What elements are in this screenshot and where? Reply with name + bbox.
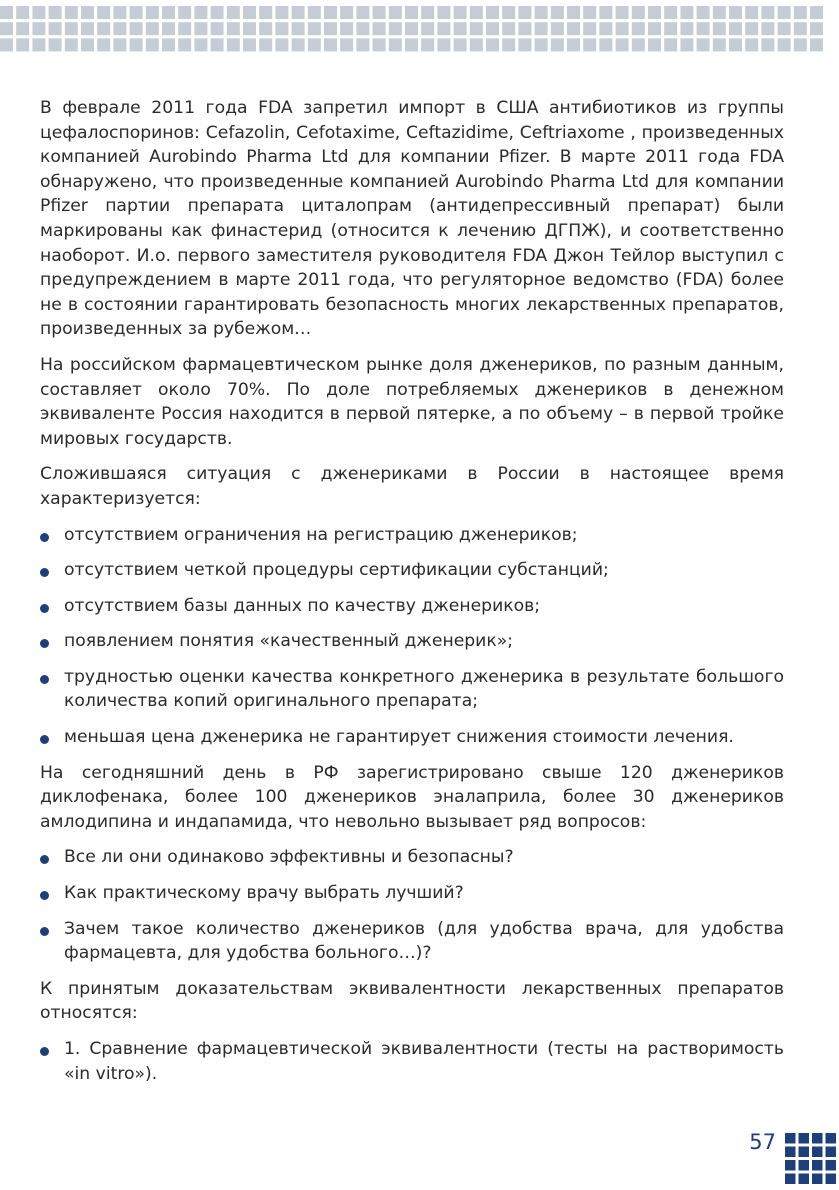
- header-grid-square: [616, 38, 629, 51]
- header-grid-square: [49, 22, 62, 35]
- header-grid-square: [389, 22, 402, 35]
- header-grid-square: [794, 6, 807, 19]
- header-grid-square: [486, 38, 499, 51]
- header-grid-square: [518, 38, 531, 51]
- situation-list: [40, 523, 784, 750]
- header-grid-square: [616, 22, 629, 35]
- header-grid-square: [567, 22, 580, 35]
- header-grid-square: [680, 22, 693, 35]
- header-grid-square: [32, 38, 45, 51]
- equivalence-list: [40, 1037, 784, 1086]
- header-grid-square: [32, 22, 45, 35]
- header-grid-square: [583, 6, 596, 19]
- header-grid-square: [664, 38, 677, 51]
- header-grid-square: [356, 6, 369, 19]
- list-item: Как практическому врачу выбрать лучший?: [40, 881, 784, 906]
- header-grid-square: [486, 22, 499, 35]
- header-grid-square: [454, 6, 467, 19]
- header-grid-square: [16, 6, 29, 19]
- header-grid-square: [32, 6, 45, 19]
- list-item: 1. Сравнение фармацевтической эквивалентности (тесты на растворимость «in vitro»).: [40, 1037, 784, 1086]
- header-grid-square: [745, 6, 758, 19]
- list-item: трудностью оценки качества конкретного дженерика в результате большого количества копий оригинального препарата;: [40, 665, 784, 714]
- paragraph-generics-share: На российском фармацевтическом рынке доля дженериков, по разным данным, составляет около 70%. По доле потребляемых дженериков в денежном эквиваленте Россия находится в первой пятерке, а по объему – в первой тройке мировых государств.: [40, 354, 784, 449]
- corner-grid-square: [812, 1133, 823, 1144]
- header-grid-square: [308, 38, 321, 51]
- header-grid-square: [65, 6, 78, 19]
- header-grid-square: [243, 6, 256, 19]
- header-grid-square: [535, 38, 548, 51]
- header-grid-square: [697, 6, 710, 19]
- list-item: отсутствием базы данных по качеству дженериков;: [40, 594, 784, 619]
- header-grid-square: [648, 6, 661, 19]
- header-grid-square: [130, 38, 143, 51]
- header-grid-square: [16, 22, 29, 35]
- header-grid-square: [0, 6, 13, 19]
- header-grid-square: [373, 22, 386, 35]
- header-grid-square: [470, 38, 483, 51]
- corner-grid-square: [812, 1160, 823, 1171]
- header-grid-square: [81, 6, 94, 19]
- list-item: отсутствием четкой процедуры сертификации субстанций;: [40, 558, 784, 583]
- header-grid-square: [162, 6, 175, 19]
- header-grid-square: [146, 22, 159, 35]
- header-grid-square: [113, 6, 126, 19]
- corner-grid-square: [826, 1133, 837, 1144]
- header-grid-square: [227, 38, 240, 51]
- header-grid-square: [340, 22, 353, 35]
- header-grid-square: [211, 6, 224, 19]
- header-grid-square: [502, 22, 515, 35]
- list-item: отсутствием ограничения на регистрацию дженериков;: [40, 523, 784, 548]
- header-grid-square: [356, 38, 369, 51]
- header-grid-square: [259, 22, 272, 35]
- header-grid-square: [810, 38, 823, 51]
- bullet-icon: [40, 927, 49, 936]
- header-grid-square: [713, 6, 726, 19]
- list-item: Зачем такое количество дженериков (для удобства врача, для удобства фармацевта, для удобства больного…)?: [40, 917, 784, 966]
- header-grid-square: [81, 38, 94, 51]
- header-grid-square: [130, 6, 143, 19]
- header-grid-square: [778, 6, 791, 19]
- header-grid-square: [81, 22, 94, 35]
- header-grid-square: [243, 22, 256, 35]
- header-decoration: [0, 0, 839, 60]
- header-grid-square: [275, 6, 288, 19]
- header-grid-square: [551, 38, 564, 51]
- corner-grid-square: [785, 1133, 796, 1144]
- bullet-icon: [40, 735, 49, 744]
- list-item: появлением понятия «качественный дженерик»;: [40, 629, 784, 654]
- header-grid-square: [16, 38, 29, 51]
- header-grid-square: [632, 6, 645, 19]
- header-grid-square: [535, 22, 548, 35]
- bullet-icon: [40, 604, 49, 613]
- header-grid-square: [470, 6, 483, 19]
- header-grid-square: [551, 22, 564, 35]
- header-grid-square: [194, 22, 207, 35]
- header-grid-square: [146, 38, 159, 51]
- header-grid-square: [745, 22, 758, 35]
- header-grid-square: [502, 6, 515, 19]
- header-grid-square: [454, 22, 467, 35]
- header-grid-square: [227, 6, 240, 19]
- header-grid-square: [227, 22, 240, 35]
- header-grid-square: [729, 6, 742, 19]
- header-grid-square: [97, 38, 110, 51]
- header-grid-square: [178, 38, 191, 51]
- header-grid-pattern: [0, 0, 839, 60]
- header-grid-square: [778, 38, 791, 51]
- header-grid-square: [308, 22, 321, 35]
- header-grid-square: [162, 38, 175, 51]
- bullet-icon: [40, 855, 49, 864]
- header-grid-square: [211, 22, 224, 35]
- header-grid-square: [810, 22, 823, 35]
- header-grid-square: [259, 6, 272, 19]
- header-grid-square: [470, 22, 483, 35]
- corner-grid-square: [826, 1147, 837, 1158]
- header-grid-square: [745, 38, 758, 51]
- header-grid-square: [729, 22, 742, 35]
- header-grid-square: [0, 38, 13, 51]
- corner-grid-square: [799, 1160, 810, 1171]
- bullet-icon: [40, 568, 49, 577]
- corner-grid-square: [785, 1174, 796, 1185]
- header-grid-square: [146, 6, 159, 19]
- header-grid-square: [389, 38, 402, 51]
- header-grid-square: [664, 6, 677, 19]
- header-grid-square: [518, 22, 531, 35]
- header-grid-square: [583, 22, 596, 35]
- paragraph-fda-ban: В феврале 2011 года FDA запретил импорт в США антибиотиков из группы цефалоспоринов: Cefazolin, Cefotaxime, Ceftazidime, Ceftriaxome , произведенных компанией Aurobindo Pharma Ltd для компании Pfizer. В марте 2011 года FDA обнаружено, что произведенные компанией Aurobindo Pharma Ltd для компании Pfizer партии препарата циталопрам (антидепрессивный препарат) были маркированы как финастерид (относится к лечению ДГПЖ), и соответственно наоборот. И.о. первого заместителя руководителя FDA Джон Тейлор выступил с предупреждением в марте 2011 года, что регуляторное ведомство (FDA) более не в состоянии гарантировать безопасность многих лекарственных препаратов, произведенных за рубежом…: [40, 98, 784, 340]
- header-grid-square: [405, 6, 418, 19]
- header-grid-square: [292, 6, 305, 19]
- header-grid-square: [486, 6, 499, 19]
- header-grid-square: [664, 22, 677, 35]
- header-grid-square: [567, 38, 580, 51]
- header-grid-square: [680, 38, 693, 51]
- header-grid-square: [324, 6, 337, 19]
- header-grid-square: [292, 38, 305, 51]
- bullet-icon: [40, 639, 49, 648]
- header-grid-square: [567, 6, 580, 19]
- header-grid-square: [194, 6, 207, 19]
- header-grid-square: [599, 22, 612, 35]
- header-grid-square: [518, 6, 531, 19]
- header-grid-square: [373, 6, 386, 19]
- paragraph-equivalence: К принятым доказательствам эквивалентности лекарственных препаратов относятся:: [40, 978, 784, 1024]
- header-grid-square: [97, 6, 110, 19]
- questions-list: [40, 845, 784, 965]
- corner-grid-square: [799, 1147, 810, 1158]
- header-grid-square: [437, 38, 450, 51]
- header-grid-square: [616, 6, 629, 19]
- header-grid-square: [308, 6, 321, 19]
- header-grid-square: [599, 6, 612, 19]
- header-grid-square: [697, 22, 710, 35]
- header-grid-square: [632, 22, 645, 35]
- header-grid-square: [778, 22, 791, 35]
- header-grid-square: [113, 38, 126, 51]
- header-grid-square: [275, 22, 288, 35]
- bullet-icon: [40, 1047, 49, 1056]
- corner-grid-square: [826, 1174, 837, 1185]
- corner-grid-square: [826, 1160, 837, 1171]
- corner-grid-square: [785, 1160, 796, 1171]
- list-item: меньшая цена дженерика не гарантирует снижения стоимости лечения.: [40, 725, 784, 750]
- header-grid-square: [194, 38, 207, 51]
- header-grid-square: [761, 38, 774, 51]
- header-grid-square: [65, 38, 78, 51]
- bullet-icon: [40, 891, 49, 900]
- page-number: 57: [749, 1130, 776, 1154]
- bullet-icon: [40, 533, 49, 542]
- header-grid-square: [211, 38, 224, 51]
- header-grid-square: [713, 38, 726, 51]
- header-grid-square: [794, 22, 807, 35]
- header-grid-square: [535, 6, 548, 19]
- header-grid-square: [275, 38, 288, 51]
- page-body: [40, 96, 784, 1097]
- header-grid-square: [454, 38, 467, 51]
- header-grid-square: [810, 6, 823, 19]
- header-grid-square: [324, 22, 337, 35]
- header-grid-square: [113, 22, 126, 35]
- header-grid-square: [65, 22, 78, 35]
- header-grid-square: [178, 22, 191, 35]
- header-grid-square: [761, 22, 774, 35]
- bullet-icon: [40, 675, 49, 684]
- corner-grid-square: [812, 1147, 823, 1158]
- corner-grid-square: [812, 1174, 823, 1185]
- header-grid-square: [680, 6, 693, 19]
- corner-grid-square: [799, 1174, 810, 1185]
- list-item: Все ли они одинаково эффективны и безопасны?: [40, 845, 784, 870]
- header-grid-square: [648, 38, 661, 51]
- header-grid-square: [340, 6, 353, 19]
- header-grid-square: [437, 22, 450, 35]
- header-grid-square: [324, 38, 337, 51]
- header-grid-square: [49, 6, 62, 19]
- header-grid-square: [162, 22, 175, 35]
- header-grid-square: [583, 38, 596, 51]
- corner-grid-square: [785, 1147, 796, 1158]
- header-grid-square: [405, 22, 418, 35]
- header-grid-square: [632, 38, 645, 51]
- header-grid-square: [421, 6, 434, 19]
- header-grid-square: [373, 38, 386, 51]
- header-grid-square: [340, 38, 353, 51]
- header-grid-square: [130, 22, 143, 35]
- header-grid-square: [697, 38, 710, 51]
- header-grid-square: [389, 6, 402, 19]
- header-grid-square: [178, 6, 191, 19]
- header-grid-square: [794, 38, 807, 51]
- header-grid-square: [97, 22, 110, 35]
- header-grid-square: [761, 6, 774, 19]
- header-grid-square: [421, 22, 434, 35]
- header-grid-square: [437, 6, 450, 19]
- header-grid-square: [729, 38, 742, 51]
- header-grid-square: [648, 22, 661, 35]
- header-grid-square: [292, 22, 305, 35]
- header-grid-square: [502, 38, 515, 51]
- header-grid-square: [405, 38, 418, 51]
- header-grid-square: [356, 22, 369, 35]
- header-grid-square: [0, 22, 13, 35]
- header-grid-square: [243, 38, 256, 51]
- header-grid-square: [259, 38, 272, 51]
- corner-grid-square: [799, 1133, 810, 1144]
- paragraph-situation: Сложившаяся ситуация с дженериками в России в настоящее время характеризуется:: [40, 464, 784, 509]
- paragraph-registered-generics: На сегодняшний день в РФ зарегистрировано свыше 120 дженериков диклофенака, более 100 дженериков эналаприла, более 30 дженериков амлодипина и индапамида, что невольно вызывает ряд вопросов:: [40, 762, 784, 832]
- header-grid-square: [551, 6, 564, 19]
- header-grid-square: [713, 22, 726, 35]
- corner-grid-pattern: [785, 1133, 837, 1185]
- header-grid-square: [49, 38, 62, 51]
- header-grid-square: [421, 38, 434, 51]
- header-grid-square: [599, 38, 612, 51]
